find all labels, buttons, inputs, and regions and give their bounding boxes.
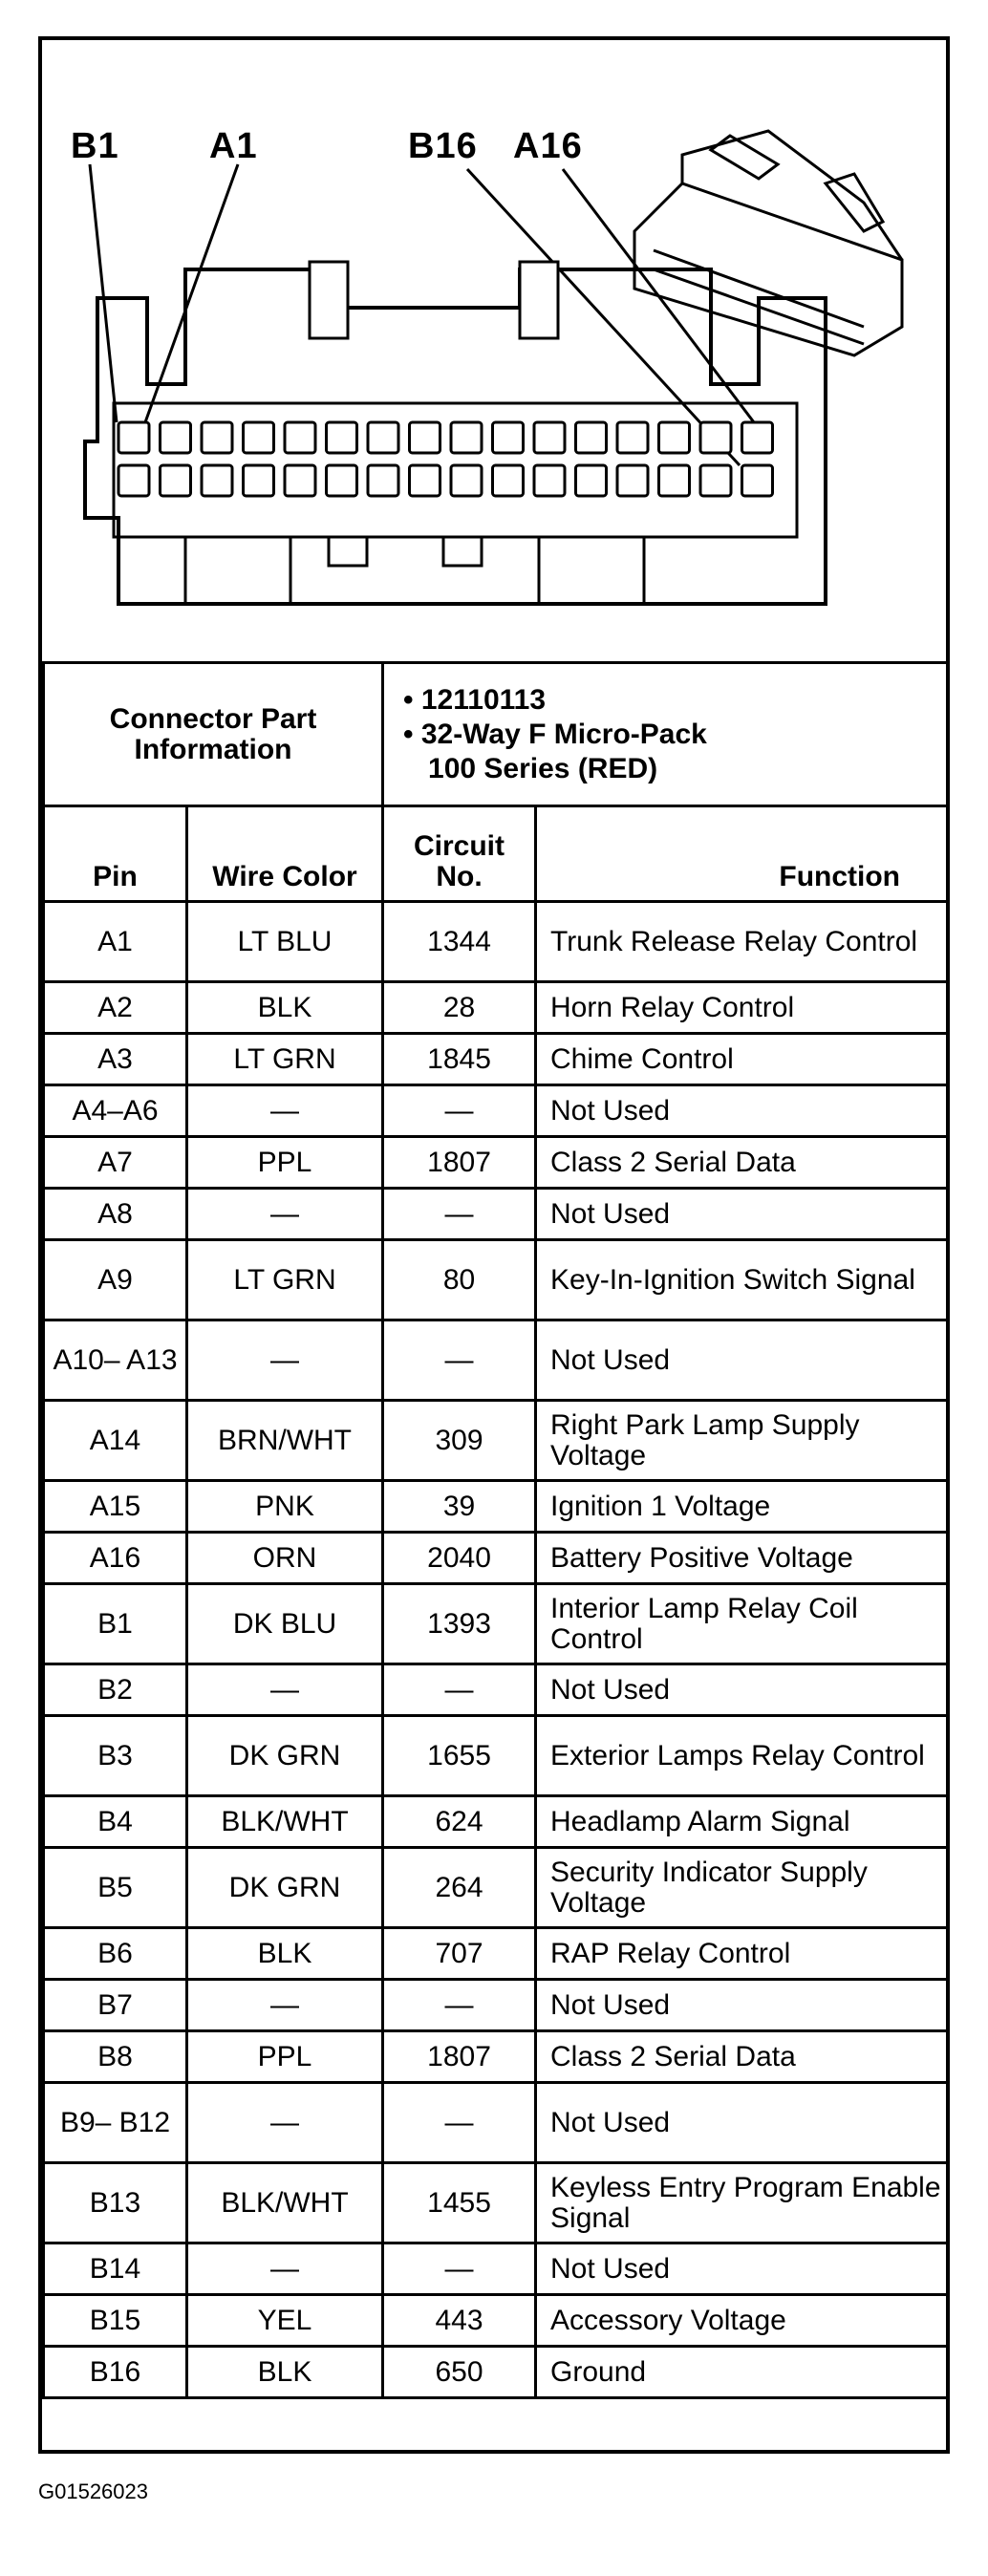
header-function: Function: [536, 806, 948, 902]
function-cell: Not Used: [536, 1320, 948, 1401]
pin-cavity: [742, 422, 773, 453]
pin-cavity: [202, 422, 232, 453]
pin-cell: A3: [44, 1034, 187, 1085]
pin-cell: A7: [44, 1137, 187, 1189]
pin-cavity: [368, 465, 398, 496]
pin-cell: A1: [44, 902, 187, 982]
function-cell: Ignition 1 Voltage: [536, 1481, 948, 1533]
table-row: [44, 1848, 948, 1928]
table-row: [44, 1320, 948, 1401]
label-b1: B1: [71, 126, 119, 166]
wire-color-cell: LT GRN: [187, 1034, 383, 1085]
wire-color-cell: DK GRN: [187, 1848, 383, 1928]
pin-cell: A16: [44, 1533, 187, 1584]
table-row: [44, 1240, 948, 1320]
pin-cavity: [451, 422, 482, 453]
wire-color-cell: —: [187, 1085, 383, 1137]
function-cell: Class 2 Serial Data: [536, 1137, 948, 1189]
wire-color-cell: YEL: [187, 2295, 383, 2347]
connector-drawing: [42, 40, 946, 661]
pin-cell: A9: [44, 1240, 187, 1320]
pin-cavity: [534, 465, 565, 496]
wire-color-cell: DK GRN: [187, 1716, 383, 1796]
pin-cavity: [617, 422, 648, 453]
function-cell: Not Used: [536, 2083, 948, 2163]
wire-color-cell: PPL: [187, 1137, 383, 1189]
table-row: [44, 2031, 948, 2083]
pin-cell: A2: [44, 982, 187, 1034]
circuit-cell: 264: [383, 1848, 536, 1928]
function-cell: Not Used: [536, 1189, 948, 1240]
pin-cell: A10– A13: [44, 1320, 187, 1401]
pin-cavity: [576, 465, 607, 496]
pin-cavity: [285, 422, 315, 453]
pin-cell: B15: [44, 2295, 187, 2347]
header-wire-color: Wire Color: [187, 806, 383, 902]
wire-color-cell: —: [187, 1189, 383, 1240]
function-cell: Headlamp Alarm Signal: [536, 1796, 948, 1848]
pin-cavity: [700, 422, 731, 453]
wire-color-cell: BLK/WHT: [187, 1796, 383, 1848]
function-cell: Not Used: [536, 2243, 948, 2295]
pin-cavity: [493, 465, 524, 496]
pin-cell: B4: [44, 1796, 187, 1848]
function-cell: Horn Relay Control: [536, 982, 948, 1034]
connector-description-2: 100 Series (RED): [428, 752, 658, 784]
pin-cell: B1: [44, 1584, 187, 1664]
wire-color-cell: PNK: [187, 1481, 383, 1533]
function-cell: Trunk Release Relay Control: [536, 902, 948, 982]
pin-cavity: [659, 465, 690, 496]
wire-color-cell: —: [187, 1980, 383, 2031]
part-number: 12110113: [420, 683, 547, 716]
table-row: [44, 1085, 948, 1137]
circuit-cell: —: [383, 1320, 536, 1401]
circuit-cell: 80: [383, 1240, 536, 1320]
wire-color-cell: BLK: [187, 1928, 383, 1980]
function-cell: Not Used: [536, 1664, 948, 1716]
wire-color-cell: LT BLU: [187, 902, 383, 982]
pin-cavities: [118, 422, 773, 496]
function-cell: Interior Lamp Relay Coil Control: [536, 1584, 948, 1664]
circuit-cell: 1344: [383, 902, 536, 982]
circuit-cell: 1655: [383, 1716, 536, 1796]
pin-cavity: [700, 465, 731, 496]
wire-color-cell: BLK: [187, 2347, 383, 2398]
label-b16: B16: [408, 126, 478, 166]
pin-cavity: [742, 465, 773, 496]
function-cell: Right Park Lamp Supply Voltage: [536, 1401, 948, 1481]
pin-cavity: [161, 422, 191, 453]
pin-cavity: [493, 422, 524, 453]
connector-info-details: • 12110113 • 32-Way F Micro-Pack 100 Series (RED): [383, 663, 948, 806]
connector-info-title: Connector Part Information: [44, 663, 383, 806]
wire-color-cell: ORN: [187, 1533, 383, 1584]
function-cell: Keyless Entry Program Enable Signal: [536, 2163, 948, 2243]
pin-cavity: [451, 465, 482, 496]
pin-cavity: [118, 465, 149, 496]
circuit-cell: —: [383, 1664, 536, 1716]
function-cell: Class 2 Serial Data: [536, 2031, 948, 2083]
function-cell: Accessory Voltage: [536, 2295, 948, 2347]
table-row: [44, 2163, 948, 2243]
table-row: [44, 2295, 948, 2347]
circuit-cell: —: [383, 1189, 536, 1240]
wire-color-cell: —: [187, 2083, 383, 2163]
pin-cell: B2: [44, 1664, 187, 1716]
table-row: [44, 2083, 948, 2163]
wire-color-cell: BRN/WHT: [187, 1401, 383, 1481]
table-row: [44, 1584, 948, 1664]
pin-cell: B6: [44, 1928, 187, 1980]
wire-color-cell: BLK: [187, 982, 383, 1034]
pin-cavity: [534, 422, 565, 453]
table-row: [44, 1796, 948, 1848]
circuit-cell: 39: [383, 1481, 536, 1533]
circuit-cell: 2040: [383, 1533, 536, 1584]
pinout-table: [42, 661, 949, 2399]
pin-cavity: [285, 465, 315, 496]
pin-cavity: [327, 422, 357, 453]
table-row: [44, 1980, 948, 2031]
figure-code: G01526023: [38, 2479, 148, 2503]
pin-cell: B14: [44, 2243, 187, 2295]
connector-diagram: [42, 40, 946, 661]
pin-cavity: [368, 422, 398, 453]
pin-cavity: [617, 465, 648, 496]
wire-color-cell: PPL: [187, 2031, 383, 2083]
table-row: [44, 1401, 948, 1481]
wire-color-cell: —: [187, 2243, 383, 2295]
pin-cell: B7: [44, 1980, 187, 2031]
connector-description-1: 32-Way F Micro-Pack: [420, 718, 707, 750]
circuit-cell: 1807: [383, 1137, 536, 1189]
table-row: [44, 1137, 948, 1189]
pin-cavity: [244, 465, 274, 496]
table-row: [44, 1034, 948, 1085]
pin-cavity: [244, 422, 274, 453]
function-cell: Battery Positive Voltage: [536, 1533, 948, 1584]
pin-cavity: [576, 422, 607, 453]
pin-cell: B16: [44, 2347, 187, 2398]
pin-cavity: [410, 465, 440, 496]
circuit-cell: 1845: [383, 1034, 536, 1085]
header-circuit: Circuit No.: [383, 806, 536, 902]
header-pin: Pin: [44, 806, 187, 902]
circuit-cell: —: [383, 2083, 536, 2163]
pin-cavity: [161, 465, 191, 496]
circuit-cell: 28: [383, 982, 536, 1034]
wire-color-cell: —: [187, 1664, 383, 1716]
wire-color-cell: BLK/WHT: [187, 2163, 383, 2243]
function-cell: Key-In-Ignition Switch Signal: [536, 1240, 948, 1320]
connector-perspective-icon: [634, 131, 902, 355]
circuit-cell: 650: [383, 2347, 536, 2398]
pin-cell: B8: [44, 2031, 187, 2083]
circuit-cell: 443: [383, 2295, 536, 2347]
function-cell: Chime Control: [536, 1034, 948, 1085]
circuit-cell: —: [383, 2243, 536, 2295]
label-a1: A1: [209, 126, 258, 166]
circuit-cell: 624: [383, 1796, 536, 1848]
pin-cell: A14: [44, 1401, 187, 1481]
pin-cell: A4–A6: [44, 1085, 187, 1137]
wire-color-cell: LT GRN: [187, 1240, 383, 1320]
pin-cell: B13: [44, 2163, 187, 2243]
pin-cell: B5: [44, 1848, 187, 1928]
circuit-cell: 1455: [383, 2163, 536, 2243]
table-row: [44, 2243, 948, 2295]
connector-frame: [38, 36, 950, 2454]
table-row: [44, 2347, 948, 2398]
function-cell: Exterior Lamps Relay Control: [536, 1716, 948, 1796]
pin-cell: A15: [44, 1481, 187, 1533]
pin-cell: B9– B12: [44, 2083, 187, 2163]
table-row: [44, 1481, 948, 1533]
label-a16: A16: [513, 126, 583, 166]
wire-color-cell: DK BLU: [187, 1584, 383, 1664]
pin-cavity: [327, 465, 357, 496]
function-cell: RAP Relay Control: [536, 1928, 948, 1980]
function-cell: Security Indicator Supply Voltage: [536, 1848, 948, 1928]
table-row: [44, 982, 948, 1034]
function-cell: Ground: [536, 2347, 948, 2398]
table-row: [44, 1664, 948, 1716]
function-cell: Not Used: [536, 1085, 948, 1137]
pin-cell: A8: [44, 1189, 187, 1240]
table-row: [44, 1928, 948, 1980]
pin-cavity: [202, 465, 232, 496]
table-row: [44, 902, 948, 982]
wire-color-cell: —: [187, 1320, 383, 1401]
circuit-cell: 1807: [383, 2031, 536, 2083]
function-cell: Not Used: [536, 1980, 948, 2031]
table-row: [44, 1189, 948, 1240]
circuit-cell: —: [383, 1085, 536, 1137]
column-header-row: [44, 806, 948, 902]
circuit-cell: 707: [383, 1928, 536, 1980]
table-row: [44, 1533, 948, 1584]
pin-cavity: [410, 422, 440, 453]
table-row: [44, 1716, 948, 1796]
pin-cell: B3: [44, 1716, 187, 1796]
circuit-cell: —: [383, 1980, 536, 2031]
pin-cavity: [118, 422, 149, 453]
circuit-cell: 309: [383, 1401, 536, 1481]
pin-cavity: [659, 422, 690, 453]
circuit-cell: 1393: [383, 1584, 536, 1664]
connector-info-row: [44, 663, 948, 806]
